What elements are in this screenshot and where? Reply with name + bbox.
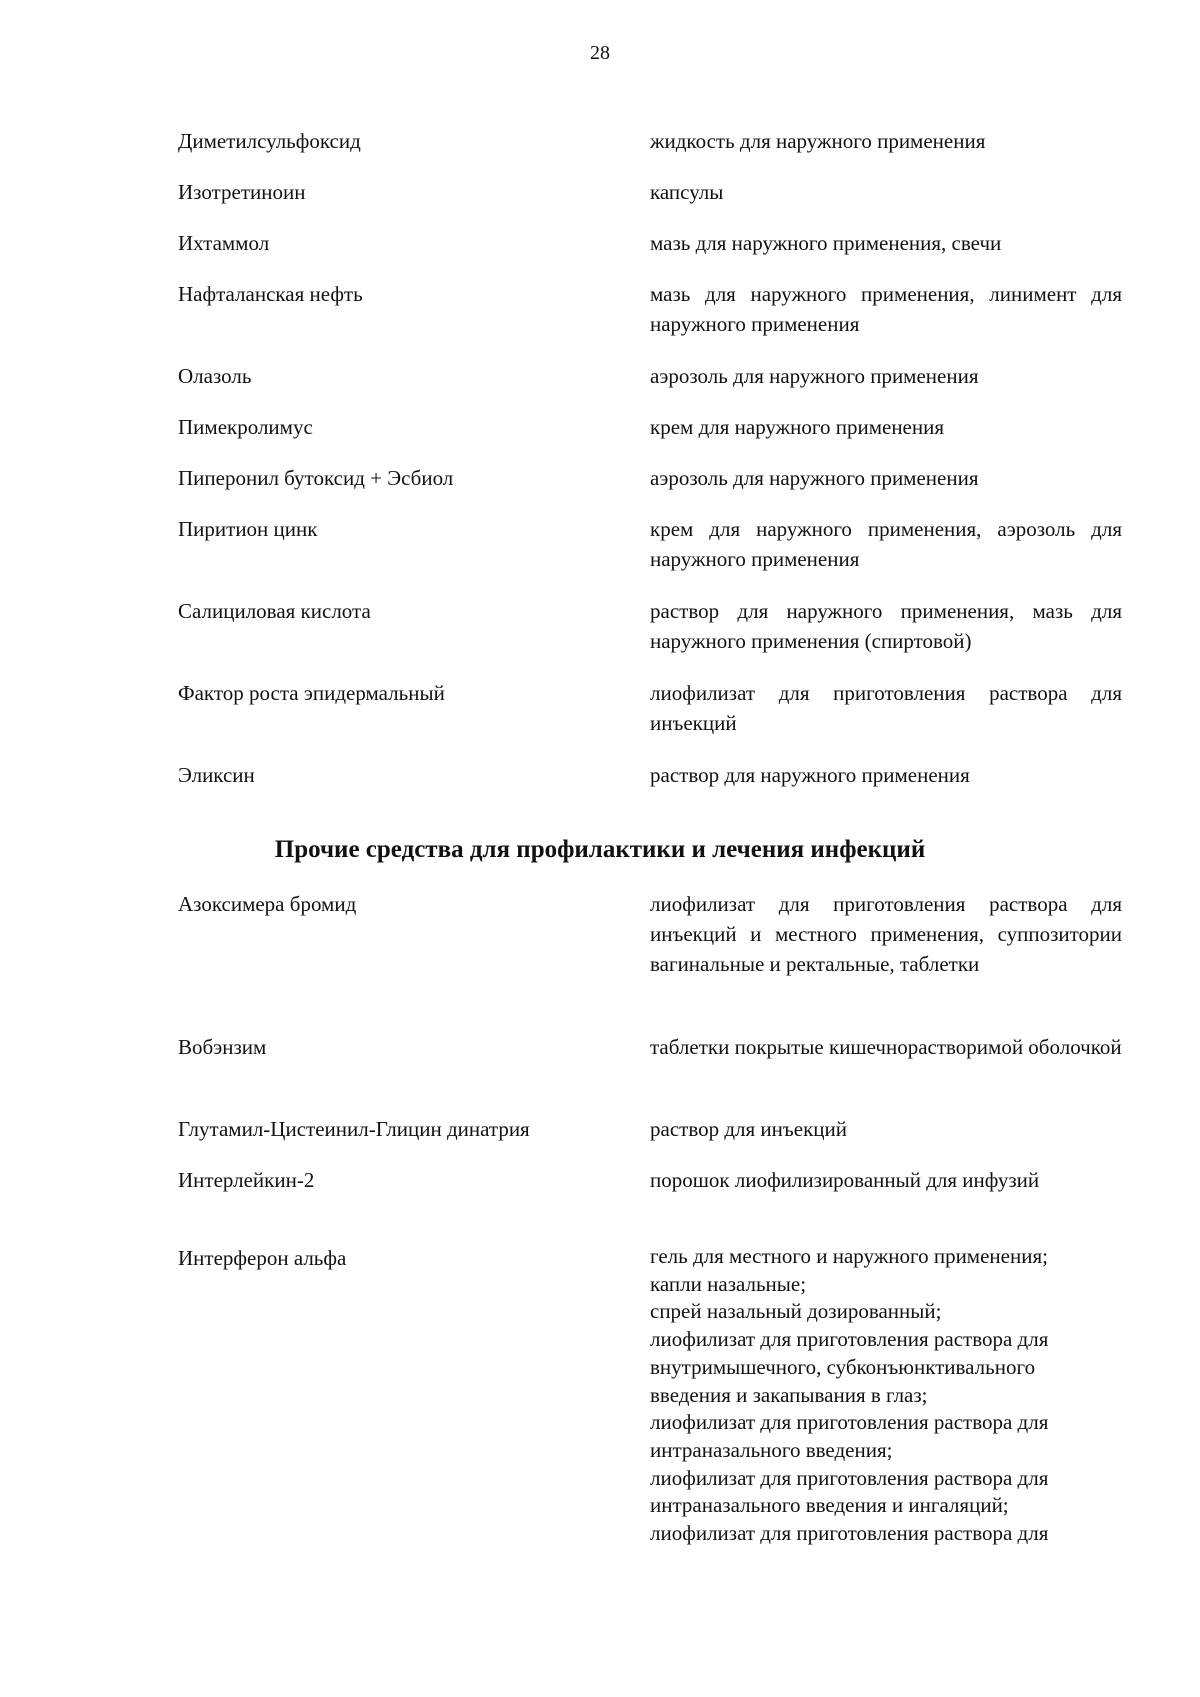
dosage-form-line: интраназального введения; [650,1437,893,1462]
dosage-form-line: капли назальные; [650,1271,807,1296]
dosage-form-line: спрей назальный дозированный; [650,1299,942,1324]
drug-name: Интерлейкин-2 [178,1168,315,1192]
drug-name: Азоксимера бромид [178,892,357,916]
drug-list-dermatology [178,126,1122,800]
list-row [178,279,1122,361]
dosage-form: мазь для наружного применения, свечи [650,231,1002,255]
list-row [178,1243,1122,1548]
dosage-form: порошок лиофилизированный для инфузий [650,1168,1040,1192]
drug-name: Нафталанская нефть [178,282,363,306]
list-row [178,678,1122,760]
dosage-form: мазь для наружного применения, линимент для наружного применения [650,282,1122,336]
dosage-form-line: внутримышечного, субконъюнктивального [650,1354,1036,1379]
list-row [178,126,1122,177]
dosage-form: капсулы [650,180,724,204]
dosage-form: раствор для инъекций [650,1117,847,1141]
dosage-form: жидкость для наружного применения [650,129,986,153]
drug-name: Эликсин [178,763,255,787]
dosage-form-line: лиофилизат для приготовления раствора для [650,1521,1049,1546]
drug-name: Пимекролимус [178,415,313,439]
list-row [178,412,1122,463]
drug-name: Олазоль [178,364,252,388]
list-row [178,889,1122,1032]
dosage-form: раствор для наружного применения, мазь для наружного применения (спиртовой) [650,599,1122,653]
drug-name: Пиперонил бутоксид + Эсбиол [178,466,454,490]
drug-name: Пиритион цинк [178,517,318,541]
drug-name: Интерферон альфа [178,1246,347,1270]
drug-name: Изотретиноин [178,180,306,204]
drug-name: Глутамил-Цистеинил-Глицин динатрия [178,1117,530,1141]
drug-list-infections [178,889,1122,1548]
list-row [178,228,1122,279]
list-row [178,514,1122,596]
drug-name: Ихтаммол [178,231,270,255]
list-row [178,1032,1122,1114]
list-row [178,760,1122,800]
list-row [178,1114,1122,1165]
page-number: 28 [590,42,610,64]
dosage-form: раствор для наружного применения [650,763,970,787]
dosage-form: крем для наружного применения [650,415,945,439]
dosage-form: лиофилизат для приготовления раствора для инъекций [650,681,1122,735]
list-row [178,463,1122,514]
dosage-form-list [650,1243,1122,1548]
dosage-form-line: лиофилизат для приготовления раствора для [650,1465,1049,1490]
dosage-form: лиофилизат для приготовления раствора для инъекций и местного применения, суппозитории вагинальные и ректальные, таблетки [650,892,1122,976]
dosage-form-line: гель для местного и наружного применения; [650,1244,1048,1268]
dosage-form-line: лиофилизат для приготовления раствора для [650,1327,1049,1352]
drug-name: Диметилсульфоксид [178,129,361,153]
list-row [178,1165,1122,1243]
dosage-form-line: интраназального введения и ингаляций; [650,1493,1009,1518]
drug-name: Вобэнзим [178,1035,267,1059]
dosage-form-line: лиофилизат для приготовления раствора для [650,1410,1049,1435]
list-row [178,177,1122,228]
drug-name: Салициловая кислота [178,599,371,623]
dosage-form-line: введения и закапывания в глаз; [650,1382,928,1407]
section-heading: Прочие средства для профилактики и лечения инфекций [274,836,926,863]
list-row [178,596,1122,678]
dosage-form: аэрозоль для наружного применения [650,466,979,490]
dosage-form: крем для наружного применения, аэрозоль для наружного применения [650,517,1122,571]
list-row [178,361,1122,412]
dosage-form: аэрозоль для наружного применения [650,364,979,388]
drug-name: Фактор роста эпидермальный [178,681,445,705]
dosage-form: таблетки покрытые кишечнорастворимой оболочкой [650,1035,1122,1059]
